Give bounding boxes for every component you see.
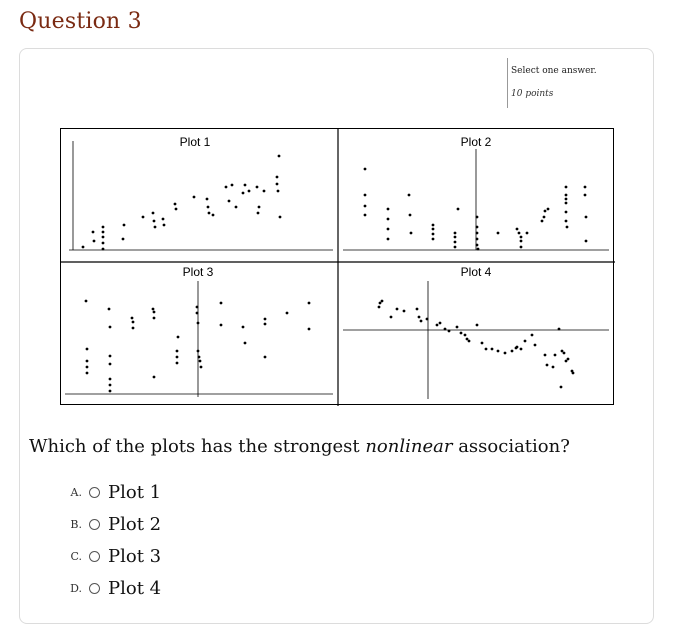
plot-2-point (409, 214, 412, 217)
plot-4-point (420, 320, 423, 323)
plot-1-point (207, 206, 210, 209)
plot-1-point (102, 242, 105, 245)
plot-2-point (387, 228, 390, 231)
plot-2-point (432, 233, 435, 236)
plot-4-point (563, 352, 566, 355)
plot-1-point (102, 231, 105, 234)
plot-2-point (387, 238, 390, 241)
plot-4-point (485, 348, 488, 351)
plot-3-point (176, 350, 179, 353)
plot-1-point (212, 214, 215, 217)
plot-4-point (558, 328, 561, 331)
plot-3-point (153, 317, 156, 320)
plot-3-point (176, 356, 179, 359)
plot-4-point (561, 350, 564, 353)
plot-4-point (448, 330, 451, 333)
plot-3-point (153, 376, 156, 379)
plot-4-point (476, 324, 479, 327)
plot-1-label: Plot 1 (179, 135, 211, 149)
plot-2-point (454, 246, 457, 249)
plot-2-point (520, 236, 523, 239)
plot-3-point (86, 360, 89, 363)
scatter-plots-svg (61, 129, 615, 406)
plot-3-point (109, 384, 112, 387)
plot-3-point (85, 300, 88, 303)
plot-2-point (432, 228, 435, 231)
plot-1-point (153, 220, 156, 223)
plot-2-point (584, 194, 587, 197)
plot-1-point (152, 212, 155, 215)
plot-2-point (387, 218, 390, 221)
plot-3-point (153, 311, 156, 314)
plot-4-point (520, 348, 523, 351)
plot-4-point (418, 316, 421, 319)
plot-3-point (152, 308, 155, 311)
plot-4-point (456, 326, 459, 329)
plot-3-point (198, 356, 201, 359)
plot-4-point (544, 354, 547, 357)
plot-4-point (378, 306, 381, 309)
plot-2-point (364, 214, 367, 217)
plot-3 (65, 265, 333, 397)
plot-3-point (308, 302, 311, 305)
plot-1-point (258, 206, 261, 209)
plot-1-point (92, 231, 95, 234)
points-value: 10 points (511, 89, 554, 99)
plot-2-point (585, 240, 588, 243)
option-a-radio[interactable] (89, 487, 100, 498)
plot-1-point (279, 216, 282, 219)
plot-1-point (206, 198, 209, 201)
option-c[interactable] (62, 544, 161, 568)
plot-4-point (481, 342, 484, 345)
plot-4-point (565, 360, 568, 363)
plot-2-point (410, 232, 413, 235)
plot-3-point (132, 321, 135, 324)
plot-3-point (86, 366, 89, 369)
plot-1-point (225, 186, 228, 189)
plot-3-point (197, 350, 200, 353)
option-b[interactable] (62, 512, 161, 536)
plot-3-point (109, 378, 112, 381)
plot-3-point (286, 312, 289, 315)
plot-1-point (276, 176, 279, 179)
plot-3-point (197, 322, 200, 325)
plot-2-point (565, 211, 568, 214)
plot-3-point (132, 327, 135, 330)
plot-4-point (560, 386, 563, 389)
plot-1-point (263, 190, 266, 193)
plot-1-point (154, 226, 157, 229)
plot-3-point (176, 362, 179, 365)
select-instruction: Select one answer. (511, 66, 597, 76)
plot-3-point (109, 326, 112, 329)
plot-2-point (544, 210, 547, 213)
plot-1-point (242, 192, 245, 195)
plot-2-point (565, 220, 568, 223)
plot-2-point (432, 224, 435, 227)
plot-3-points (85, 300, 311, 393)
plot-4-point (426, 318, 429, 321)
plot-2-point (518, 232, 521, 235)
plot-4-point (497, 350, 500, 353)
plot-3-point (308, 328, 311, 331)
plot-4-point (491, 348, 494, 351)
plot-1-point (123, 224, 126, 227)
plot-1-point (82, 246, 85, 249)
option-d-label[interactable]: Plot 4 (108, 577, 162, 599)
plot-3-point (242, 326, 245, 329)
plot-3-point (220, 324, 223, 327)
plot-3-point (86, 348, 89, 351)
plot-3-point (108, 308, 111, 311)
plot-4-point (436, 324, 439, 327)
plot-1-point (175, 208, 178, 211)
plot-1-point (102, 236, 105, 239)
option-d-letter: D. (70, 581, 82, 595)
answer-info (507, 58, 597, 108)
plot-1-point (142, 216, 145, 219)
plot-1-point (162, 218, 165, 221)
plot-2-label: Plot 2 (460, 135, 492, 149)
option-a-letter: A. (70, 485, 82, 499)
plot-4-point (546, 364, 549, 367)
plot-4-point (554, 354, 557, 357)
plot-1-point (208, 212, 211, 215)
plot-3-point (199, 360, 202, 363)
plot-4-point (466, 338, 469, 341)
plot-2-point (547, 208, 550, 211)
plot-1-point (244, 184, 247, 187)
plot-4-point (379, 302, 382, 305)
plot-4-point (390, 316, 393, 319)
plot-4-point (504, 352, 507, 355)
plot-1-point (193, 196, 196, 199)
plot-3-point (264, 323, 267, 326)
plot-1-point (276, 183, 279, 186)
scatter-plots-figure (60, 128, 614, 405)
prompt-text-before: Which of the plots has the strongest (29, 436, 366, 457)
plot-2-point (565, 186, 568, 189)
option-a-label[interactable]: Plot 1 (108, 481, 162, 503)
question-prompt (29, 436, 570, 457)
plot-2-point (565, 198, 568, 201)
option-b-letter: B. (70, 517, 82, 531)
plot-2-point (457, 208, 460, 211)
plot-4 (343, 265, 609, 399)
plot-2-point (565, 202, 568, 205)
plot-3-point (196, 306, 199, 309)
plot-1-point (277, 190, 280, 193)
plot-2-point (584, 186, 587, 189)
plot-2 (343, 135, 609, 250)
plot-2-point (585, 216, 588, 219)
option-b-label[interactable]: Plot 2 (108, 513, 162, 535)
plot-2-point (497, 232, 500, 235)
question-title: Question 3 (19, 9, 142, 34)
plot-2-point (454, 236, 457, 239)
plot-4-point (444, 328, 447, 331)
plot-4-point (416, 308, 419, 311)
plot-2-point (526, 232, 529, 235)
plot-3-point (264, 318, 267, 321)
plot-2-point (477, 248, 480, 251)
plot-1-point (102, 226, 105, 229)
plot-2-point (476, 232, 479, 235)
plot-2-point (541, 220, 544, 223)
plot-4-point (534, 344, 537, 347)
plot-4-point (511, 350, 514, 353)
plot-4-point (396, 308, 399, 311)
prompt-emphasis: nonlinear (365, 436, 453, 457)
plot-2-point (476, 238, 479, 241)
plot-3-point (86, 372, 89, 375)
plot-2-point (566, 226, 569, 229)
plot-3-point (131, 317, 134, 320)
plot-1-point (235, 206, 238, 209)
plot-2-point (565, 194, 568, 197)
plot-2-point (387, 208, 390, 211)
plot-1-point (174, 203, 177, 206)
plot-3-point (264, 356, 267, 359)
plot-2-point (364, 205, 367, 208)
plot-2-point (520, 246, 523, 249)
plot-2-point (476, 216, 479, 219)
option-b-radio[interactable] (89, 519, 100, 530)
plot-1-point (278, 155, 281, 158)
plot-2-point (454, 232, 457, 235)
option-c-label[interactable]: Plot 3 (108, 545, 162, 567)
plot-3-point (200, 366, 203, 369)
plot-1-point (102, 248, 105, 251)
plot-4-point (403, 310, 406, 313)
plot-1-point (122, 238, 125, 241)
option-d-radio[interactable] (89, 583, 100, 594)
plot-4-point (516, 346, 519, 349)
plot-4-point (572, 372, 575, 375)
plot-4-point (468, 340, 471, 343)
plot-2-point (543, 216, 546, 219)
plot-2-point (364, 168, 367, 171)
plot-2-point (476, 226, 479, 229)
plot-3-point (177, 336, 180, 339)
plot-2-point (516, 228, 519, 231)
plot-1-point (93, 240, 96, 243)
plot-3-point (109, 355, 112, 358)
plot-1-point (228, 200, 231, 203)
plot-1 (69, 135, 333, 250)
plot-1-point (257, 212, 260, 215)
plot-3-point (109, 390, 112, 393)
plot-2-point (520, 240, 523, 243)
plot-4-point (460, 332, 463, 335)
plot-4-label: Plot 4 (460, 265, 492, 279)
plot-3-point (244, 342, 247, 345)
plot-4-point (531, 334, 534, 337)
plot-2-point (408, 194, 411, 197)
prompt-text-after: association? (452, 436, 570, 457)
plot-3-point (220, 302, 223, 305)
option-c-letter: C. (70, 549, 82, 563)
plot-1-point (163, 224, 166, 227)
plot-2-point (432, 238, 435, 241)
option-a[interactable] (62, 480, 161, 504)
plot-3-point (109, 363, 112, 366)
plot-3-point (196, 312, 199, 315)
plot-2-points (364, 168, 588, 251)
plot-4-point (381, 300, 384, 303)
plot-4-point (464, 334, 467, 337)
plot-4-point (439, 322, 442, 325)
plot-2-point (476, 244, 479, 247)
plot-1-point (231, 184, 234, 187)
plot-4-points (378, 300, 575, 389)
plot-1-points (82, 155, 282, 251)
plot-4-point (552, 366, 555, 369)
option-d[interactable] (62, 576, 161, 600)
plot-2-point (454, 241, 457, 244)
plot-3-label: Plot 3 (182, 265, 214, 279)
option-c-radio[interactable] (89, 551, 100, 562)
plot-1-point (256, 186, 259, 189)
plot-1-point (248, 190, 251, 193)
plot-4-point (567, 358, 570, 361)
plot-4-point (524, 340, 527, 343)
plot-2-point (364, 194, 367, 197)
